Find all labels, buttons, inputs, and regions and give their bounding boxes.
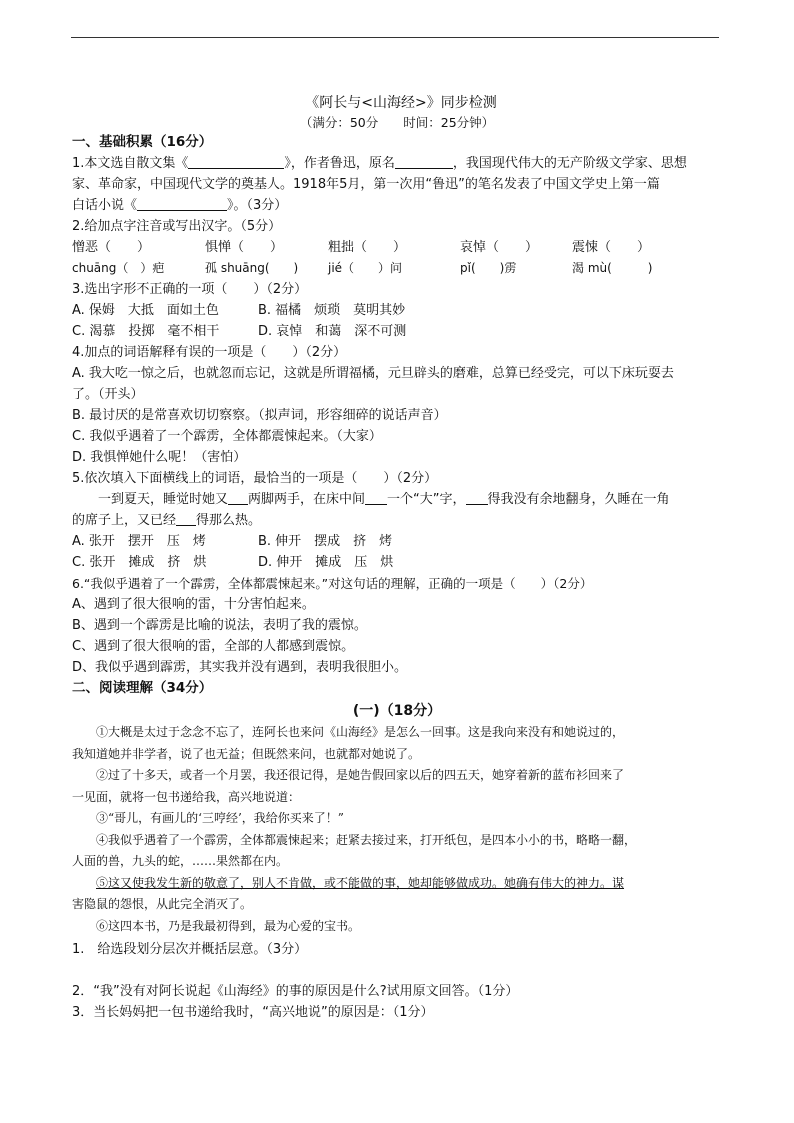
q5-passage-line1: 一到夏天，睡觉时她又 两脚两手，在床中间 一个“大”字， 得我没有余地翻身，久睡在一角 — [98, 492, 670, 507]
part2-heading: 二、阅读理解（34分） — [72, 680, 213, 696]
answer-space[interactable] — [72, 960, 722, 981]
q1-blank-collection[interactable] — [188, 154, 284, 169]
q6-option-c[interactable]: C、遇到了很大很响的雷，全部的人都感到震惊。 — [72, 639, 355, 654]
q2-row1 — [72, 237, 722, 258]
page-subtitle: （满分：50分 时间：25分钟） — [299, 115, 495, 130]
passage-paragraph-3: ③“哥儿，有画儿的‘三哼经’，我给你买来了！” — [96, 811, 344, 825]
q4-option-a-cont: 了。（开头） — [72, 387, 144, 402]
q5-option-d[interactable]: D. 伸开 摊成 压 烘 — [258, 555, 394, 570]
q2-item: chuāng（ ）疤 — [72, 261, 165, 275]
passage-paragraph-4-cont: 人面的兽，九头的蛇，……果然都在内。 — [72, 854, 289, 868]
q6-option-b[interactable]: B、遇到一个霹雳是比喻的说法，表明了我的震惊。 — [72, 618, 367, 633]
header-rule — [71, 37, 719, 38]
q4-option-d[interactable]: D. 我惧惮她什么呢！（害怕） — [72, 450, 247, 465]
passage-paragraph-2: ②过了十多天，或者一个月罢，我还很记得，是她告假回家以后的四五天，她穿着新的蓝布衫回来了 — [96, 768, 625, 782]
q2-item: 孤 shuāng( ) — [205, 261, 299, 275]
reading-q3: 3．当长妈妈把一包书递给我时，“高兴地说”的原因是：（1分） — [72, 1005, 434, 1020]
q5-option-c[interactable]: C. 张开 摊成 挤 烘 — [72, 555, 207, 570]
q3-option-a[interactable]: A. 保姆 大抵 面如土色 — [72, 303, 219, 318]
q5-options-row1 — [72, 531, 722, 552]
document-body — [72, 92, 722, 1023]
q4-option-b[interactable]: B. 最讨厌的是常喜欢切切察察。（拟声词，形容细碎的说话声音） — [72, 408, 447, 423]
q1-line3: 白话小说《 》。（3分） — [72, 198, 288, 213]
passage-paragraph-1-cont: 我知道她并非学者，说了也无益；但既然来问，也就都对她说了。 — [72, 746, 421, 761]
reading-passage — [72, 722, 722, 937]
q2-item: pǐ( )雳 — [460, 261, 517, 275]
q3-options-row2 — [72, 321, 722, 342]
q5-blank-2[interactable] — [365, 490, 387, 505]
passage-paragraph-1: ①大概是太过于念念不忘了，连阿长也来问《山海经》是怎么一回事。这是我向来没有和她说过的， — [96, 725, 625, 739]
q3-options-row1 — [72, 300, 722, 321]
q2-item: 憎恶（ ） — [72, 240, 151, 255]
q4-stem: 4.加点的词语解释有误的一项是（ ）（2分） — [72, 345, 347, 360]
q1-line2: 家、革命家，中国现代文学的奠基人。1918年5月，第一次用“鲁迅”的笔名发表了中国文学史上第一篇 — [72, 177, 660, 192]
q2-item: 粗拙（ ） — [328, 240, 407, 255]
passage-paragraph-2-cont: 一见面，就将一包书递给我，高兴地说道： — [72, 789, 301, 804]
q6-option-a[interactable]: A、遇到了很大很响的雷，十分害怕起来。 — [72, 597, 315, 612]
q5-option-a[interactable]: A. 张开 摆开 压 烤 — [72, 534, 206, 549]
q2-item: 哀悼（ ） — [460, 240, 539, 255]
q3-option-d[interactable]: D. 哀悼 和蔼 深不可测 — [258, 324, 407, 339]
q4-option-c[interactable]: C. 我似乎遇着了一个霹雳，全体都震悚起来。（大家） — [72, 429, 382, 444]
passage-paragraph-4: ④我似乎遇着了一个霹雳，全体都震悚起来；赶紧去接过来，打开纸包，是四本小小的书，略略一翻， — [96, 832, 637, 847]
q1-line1: 1.本文选自散文集《 》，作者鲁迅，原名 ，我国现代伟大的无产阶级文学家、思想 — [72, 156, 687, 171]
q5-passage-line2: 的席子上，又已经 得那么热。 — [72, 513, 262, 528]
passage-paragraph-6: ⑥这四本书，乃是我最初得到，最为心爱的宝书。 — [96, 918, 361, 933]
section-title: (一)（18分） — [352, 703, 442, 719]
q5-blank-3[interactable] — [466, 490, 488, 505]
q5-options-row2 — [72, 552, 722, 573]
page-title: 《阿长与<山海经>》同步检测 — [305, 95, 497, 111]
q3-option-b[interactable]: B. 福橘 烦琐 莫明其妙 — [258, 303, 406, 318]
q3-stem: 3.选出字形不正确的一项（ ）（2分） — [72, 282, 308, 297]
q4-option-a[interactable]: A. 我大吃一惊之后，也就忽而忘记，这就是所谓福橘，元旦辟头的磨难，总算已经受完，可以下床玩耍去 — [72, 366, 674, 381]
q5-blank-4[interactable] — [176, 511, 196, 526]
passage-paragraph-5-cont: 害隐鼠的怨恨，从此完全消灭了。 — [72, 897, 253, 911]
q5-stem: 5.依次填入下面横线上的词语，最恰当的一项是（ ）（2分） — [72, 471, 438, 486]
q2-stem: 2.给加点字注音或写出汉字。（5分） — [72, 219, 282, 234]
reading-q2: 2．“我”没有对阿长说起《山海经》的事的原因是什么?试用原文回答。（1分） — [72, 984, 519, 999]
reading-q1: 1. 给选段划分层次并概括层意。（3分） — [72, 942, 308, 957]
q6-stem: 6.“我似乎遇着了一个霹雳，全体都震悚起来。”对这句话的理解，正确的一项是（ ）（2分） — [72, 576, 593, 591]
q2-item: 震悚（ ） — [572, 240, 651, 255]
q5-option-b[interactable]: B. 伸开 摆成 挤 烤 — [258, 534, 393, 549]
q2-item: 惧惮（ ） — [205, 240, 284, 255]
q1-blank-novel[interactable] — [137, 196, 227, 211]
q1-blank-realname[interactable] — [395, 154, 453, 169]
passage-paragraph-5: ⑤这又使我发生新的敬意了，别人不肯做，或不能做的事，她却能够做成功。她确有伟大的神力。谋 — [96, 875, 625, 890]
q2-item: 渴 mù( ) — [572, 261, 653, 275]
q6-option-d[interactable]: D、我似乎遇到霹雳，其实我并没有遇到，表明我很胆小。 — [72, 660, 408, 675]
q3-option-c[interactable]: C. 渴慕 投掷 毫不相干 — [72, 324, 220, 339]
q5-blank-1[interactable] — [228, 490, 248, 505]
part1-heading: 一、基础积累（16分） — [72, 134, 213, 150]
q2-item: jié（ ）问 — [328, 261, 403, 275]
q2-row2 — [72, 258, 722, 279]
